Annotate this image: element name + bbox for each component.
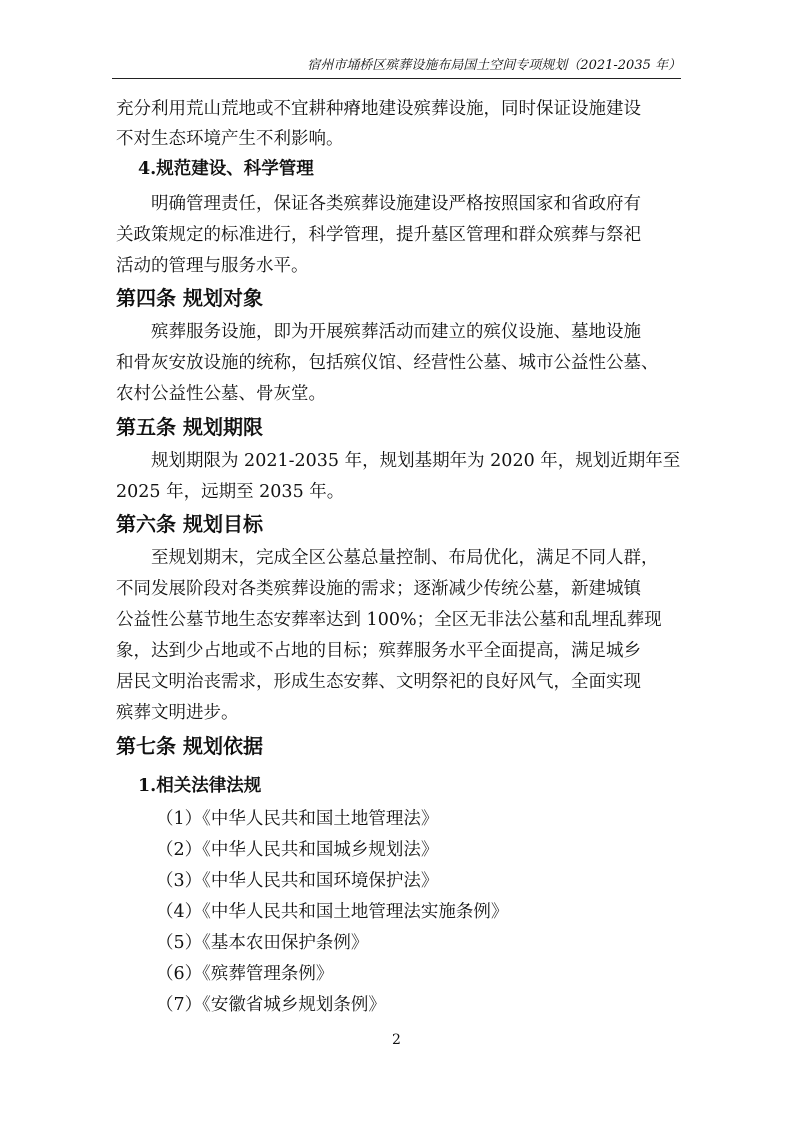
paragraph-line: 规划期限为 2021-2035 年，规划基期年为 2020 年，规划近期年至 — [151, 451, 681, 471]
law-list-item: （5）《基本农田保护条例》 — [156, 933, 369, 953]
paragraph-line: 象，达到少占地或不占地的目标；殡葬服务水平全面提高，满足城乡 — [116, 641, 641, 661]
running-header — [112, 56, 681, 79]
law-list-item: （7）《安徽省城乡规划条例》 — [156, 995, 386, 1015]
law-list-item: （4）《中华人民共和国土地管理法实施条例》 — [156, 902, 509, 922]
article-heading: 第五条 规划期限 — [116, 415, 263, 439]
section-heading: 1.相关法律法规 — [138, 776, 262, 796]
paragraph-line: 农村公益性公墓、骨灰堂。 — [116, 384, 326, 404]
law-list-item: （3）《中华人民共和国环境保护法》 — [156, 871, 439, 891]
page-number: 2 — [392, 1032, 401, 1048]
paragraph-line: 充分利用荒山荒地或不宜耕种瘠地建设殡葬设施，同时保证设施建设 — [116, 99, 641, 119]
running-title: 宿州市埇桥区殡葬设施布局国土空间专项规划（2021-2035 年） — [307, 58, 681, 73]
section-heading: 4.规范建设、科学管理 — [138, 159, 314, 179]
paragraph-line: 至规划期末，完成全区公墓总量控制、布局优化，满足不同人群， — [151, 548, 659, 568]
paragraph-line: 2025 年，远期至 2035 年。 — [116, 482, 345, 502]
paragraph-line: 公益性公墓节地生态安葬率达到 100%；全区无非法公墓和乱埋乱葬现 — [116, 610, 662, 630]
paragraph-line: 居民文明治丧需求，形成生态安葬、文明祭祀的良好风气，全面实现 — [116, 672, 641, 692]
paragraph-line: 明确管理责任，保证各类殡葬设施建设严格按照国家和省政府有 — [151, 194, 641, 214]
law-list-item: （6）《殡葬管理条例》 — [156, 964, 334, 984]
paragraph-line: 和骨灰安放设施的统称，包括殡仪馆、经营性公墓、城市公益性公墓、 — [116, 353, 659, 373]
paragraph-line: 殡葬服务设施，即为开展殡葬活动而建立的殡仪设施、墓地设施 — [151, 322, 641, 342]
paragraph-line: 活动的管理与服务水平。 — [116, 256, 309, 276]
paragraph-line: 不同发展阶段对各类殡葬设施的需求；逐渐减少传统公墓，新建城镇 — [116, 579, 641, 599]
law-list-item: （2）《中华人民共和国城乡规划法》 — [156, 840, 439, 860]
paragraph-line: 不对生态环境产生不利影响。 — [116, 129, 344, 149]
article-heading: 第六条 规划目标 — [116, 512, 263, 536]
law-list-item: （1）《中华人民共和国土地管理法》 — [156, 809, 439, 829]
paragraph-line: 殡葬文明进步。 — [116, 703, 239, 723]
article-heading: 第四条 规划对象 — [116, 286, 263, 310]
paragraph-line: 关政策规定的标准进行，科学管理，提升墓区管理和群众殡葬与祭祀 — [116, 225, 641, 245]
article-heading: 第七条 规划依据 — [116, 734, 263, 758]
